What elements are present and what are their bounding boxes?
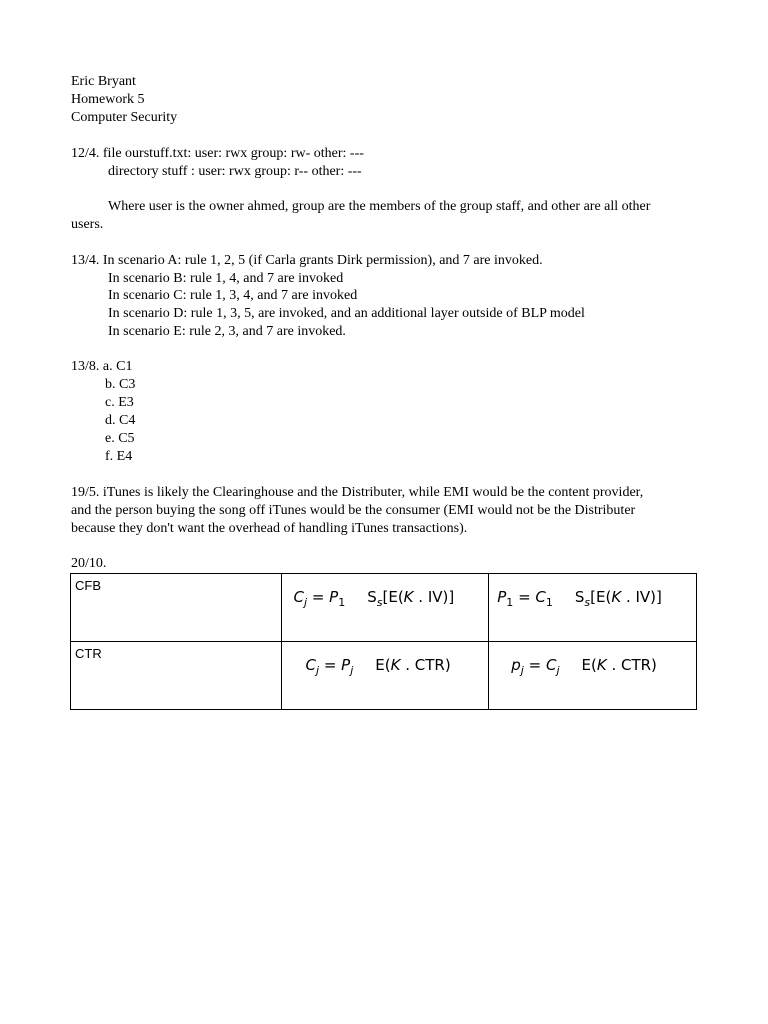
q13-8-item: e. C5 (105, 431, 135, 446)
ctr-decrypt-formula: $p_j = C_j$ E(K . CTR) (511, 656, 657, 677)
q13-8-first: 13/8. a. C1 (71, 359, 133, 374)
q13-8-item: f. E4 (105, 449, 133, 464)
cfb-decrypt-formula: $P_1 = C_1$ $S_s[E(K$ . IV)] (497, 588, 662, 609)
cfb-decrypt-cell (489, 574, 697, 642)
q13-4-line: In scenario B: rule 1, 4, and 7 are invoked (108, 271, 344, 286)
course-name: Computer Security (71, 110, 178, 125)
cfb-encrypt-formula: $C_j = P_1$ $S_s[E(K$ . IV)] (293, 588, 455, 609)
q19-5-line: 19/5. iTunes is likely the Clearinghouse and the Distributer, while EMI would be the content provider, (71, 485, 644, 500)
table-row (71, 642, 697, 710)
q20-10-label: 20/10. (71, 556, 107, 571)
table-row (71, 574, 697, 642)
ctr-encrypt-cell (281, 642, 489, 710)
ctr-decrypt-cell (489, 642, 697, 710)
q13-4-line: In scenario C: rule 1, 3, 4, and 7 are invoked (108, 288, 358, 303)
author-name: Eric Bryant (71, 74, 136, 89)
q13-4-line: In scenario D: rule 1, 3, 5, are invoked, and an additional layer outside of BLP model (108, 306, 585, 321)
q13-8-item: d. C4 (105, 413, 136, 428)
q19-5-line: and the person buying the song off iTunes would be the consumer (EMI would not be the Distributer (71, 503, 636, 518)
q13-4-line: 13/4. In scenario A: rule 1, 2, 5 (if Carla grants Dirk permission), and 7 are invoked. (71, 253, 543, 268)
q13-8-item: c. E3 (105, 395, 134, 410)
q13-4-line: In scenario E: rule 2, 3, and 7 are invoked. (108, 324, 346, 339)
q13-8-item: b. C3 (105, 377, 136, 392)
q12-4-explanation-line1: Where user is the owner ahmed, group are the members of the group staff, and other are all other (108, 199, 651, 214)
mode-label: CTR (71, 642, 282, 710)
cfb-encrypt-cell (281, 574, 489, 642)
q12-4-line2: directory stuff : user: rwx group: r-- other: --- (108, 164, 362, 179)
ctr-encrypt-formula: $C_j = P_j$ E(K . CTR) (305, 656, 451, 677)
modes-table (70, 573, 697, 710)
q12-4-line1: 12/4. file ourstuff.txt: user: rwx group: rw- other: --- (71, 146, 364, 161)
q12-4-explanation (71, 198, 695, 234)
q19-5-line: because they don't want the overhead of handling iTunes transactions). (71, 521, 468, 536)
mode-label: CFB (71, 574, 282, 642)
assignment-title: Homework 5 (71, 92, 145, 107)
q12-4-explanation-line2: users. (71, 217, 104, 232)
